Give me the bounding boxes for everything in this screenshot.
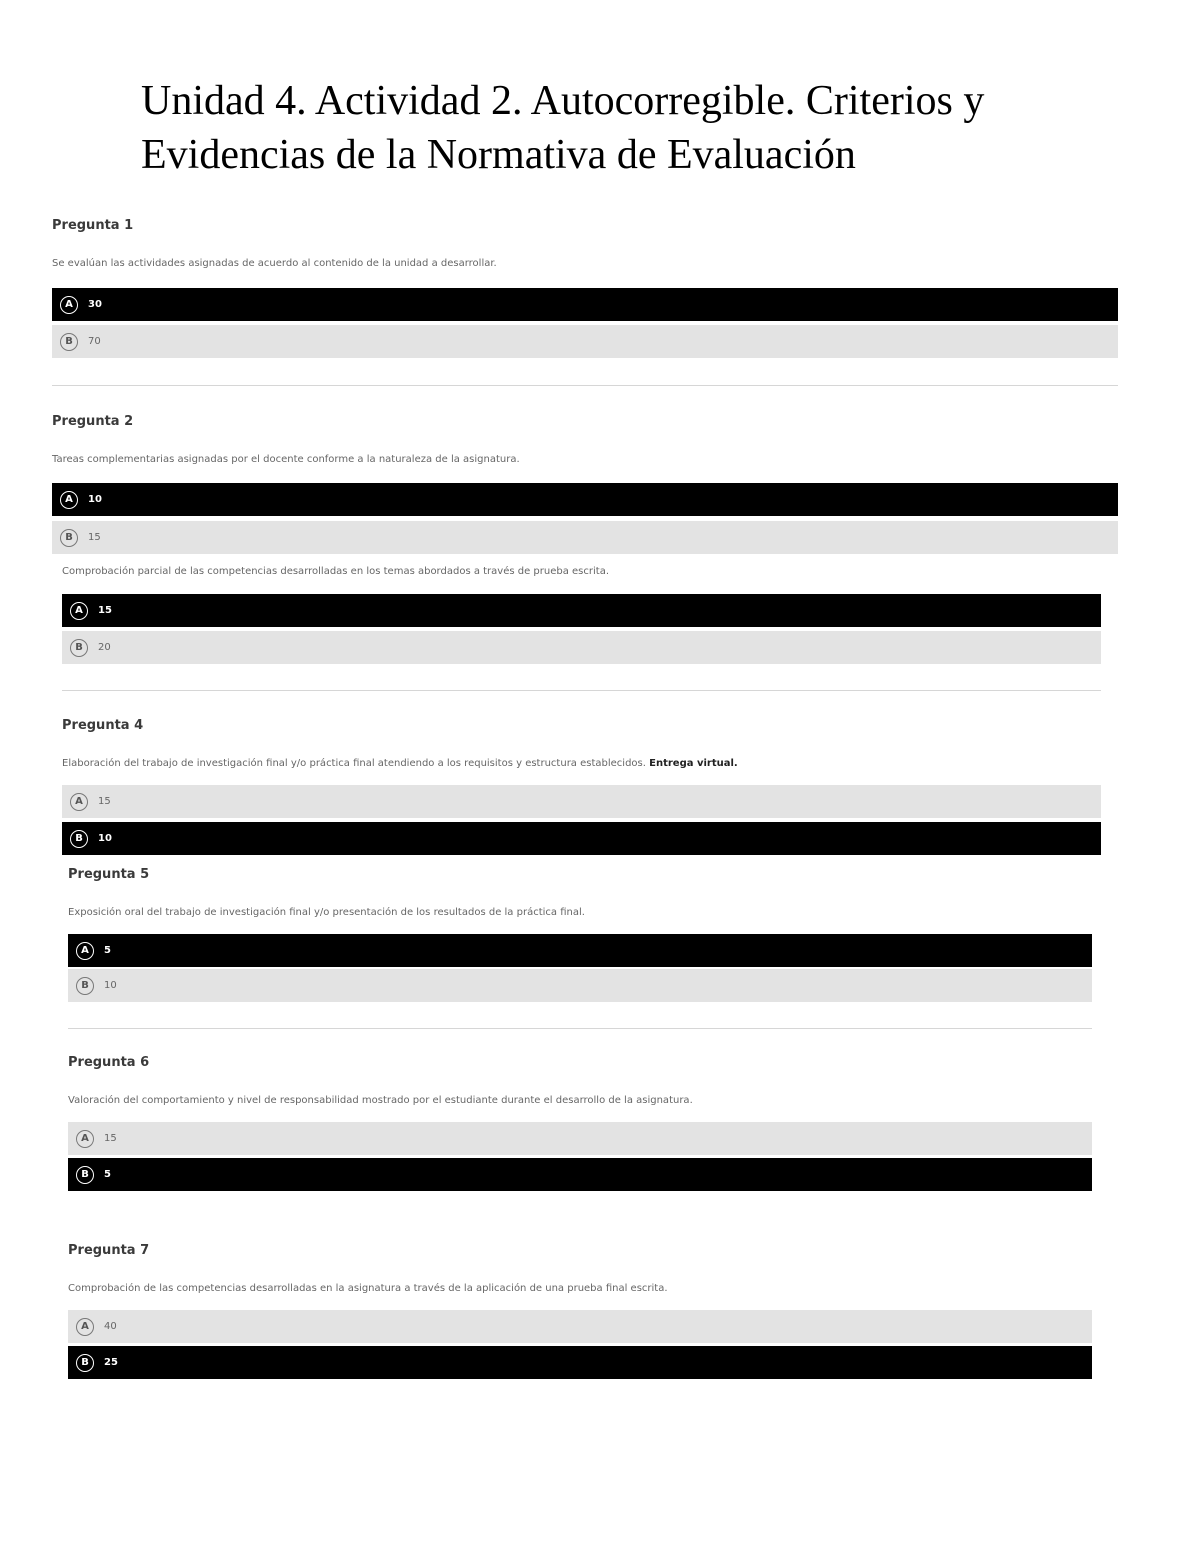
divider <box>68 1028 1092 1029</box>
option-value: 20 <box>98 642 111 653</box>
question-label: Pregunta 2 <box>52 414 134 429</box>
divider <box>52 385 1118 386</box>
option-value: 5 <box>104 945 111 956</box>
option-b[interactable] <box>62 822 1101 855</box>
option-value: 30 <box>88 299 102 310</box>
option-a[interactable] <box>68 934 1092 967</box>
question-label: Pregunta 4 <box>62 718 144 733</box>
option-a[interactable] <box>68 1310 1092 1343</box>
option-letter-icon: B <box>60 333 78 351</box>
page-title: Unidad 4. Actividad 2. Autocorregible. Criterios y Evidencias de la Normativa de Evaluación <box>141 78 985 178</box>
option-value: 10 <box>104 980 117 991</box>
option-a[interactable] <box>52 288 1118 321</box>
option-a[interactable] <box>62 785 1101 818</box>
option-value: 15 <box>98 605 112 616</box>
option-b[interactable] <box>52 521 1118 554</box>
option-letter-icon: B <box>70 830 88 848</box>
question-text: Comprobación de las competencias desarrolladas en la asignatura a través de la aplicación de una prueba final escrita. <box>68 1283 668 1294</box>
option-a[interactable] <box>62 594 1101 627</box>
question-text: Se evalúan las actividades asignadas de acuerdo al contenido de la unidad a desarrollar. <box>52 258 497 269</box>
option-value: 15 <box>98 796 111 807</box>
option-value: 5 <box>104 1169 111 1180</box>
option-letter-icon: B <box>60 529 78 547</box>
option-letter-icon: B <box>76 977 94 995</box>
option-letter-icon: A <box>60 491 78 509</box>
option-b[interactable] <box>62 631 1101 664</box>
option-letter-icon: A <box>70 602 88 620</box>
question-text: Valoración del comportamiento y nivel de responsabilidad mostrado por el estudiante durante el desarrollo de la asignatura. <box>68 1095 693 1106</box>
divider <box>62 690 1101 691</box>
question-text-main: Elaboración del trabajo de investigación final y/o práctica final atendiendo a los requisitos y estructura establecidos. <box>62 758 646 769</box>
question-label: Pregunta 7 <box>68 1243 150 1258</box>
question-text: Exposición oral del trabajo de investigación final y/o presentación de los resultados de la práctica final. <box>68 907 585 918</box>
option-a[interactable] <box>68 1122 1092 1155</box>
option-a[interactable] <box>52 483 1118 516</box>
option-value: 10 <box>88 494 102 505</box>
option-letter-icon: A <box>76 1318 94 1336</box>
option-letter-icon: B <box>76 1354 94 1372</box>
question-text <box>62 758 738 769</box>
question-label: Pregunta 6 <box>68 1055 150 1070</box>
option-value: 25 <box>104 1357 118 1368</box>
option-b[interactable] <box>68 969 1092 1002</box>
question-label: Pregunta 1 <box>52 218 134 233</box>
option-letter-icon: A <box>76 1130 94 1148</box>
question-label: Pregunta 5 <box>68 867 150 882</box>
option-value: 15 <box>88 532 101 543</box>
option-letter-icon: B <box>76 1166 94 1184</box>
option-b[interactable] <box>68 1346 1092 1379</box>
option-value: 15 <box>104 1133 117 1144</box>
option-letter-icon: A <box>76 942 94 960</box>
option-b[interactable] <box>52 325 1118 358</box>
option-letter-icon: B <box>70 639 88 657</box>
option-value: 70 <box>88 336 101 347</box>
option-value: 40 <box>104 1321 117 1332</box>
question-text: Tareas complementarias asignadas por el docente conforme a la naturaleza de la asignatura. <box>52 454 520 465</box>
option-value: 10 <box>98 833 112 844</box>
option-letter-icon: A <box>70 793 88 811</box>
option-b[interactable] <box>68 1158 1092 1191</box>
question-text: Comprobación parcial de las competencias desarrolladas en los temas abordados a través de prueba escrita. <box>62 566 610 577</box>
question-text-bold: Entrega virtual. <box>649 758 738 769</box>
option-letter-icon: A <box>60 296 78 314</box>
